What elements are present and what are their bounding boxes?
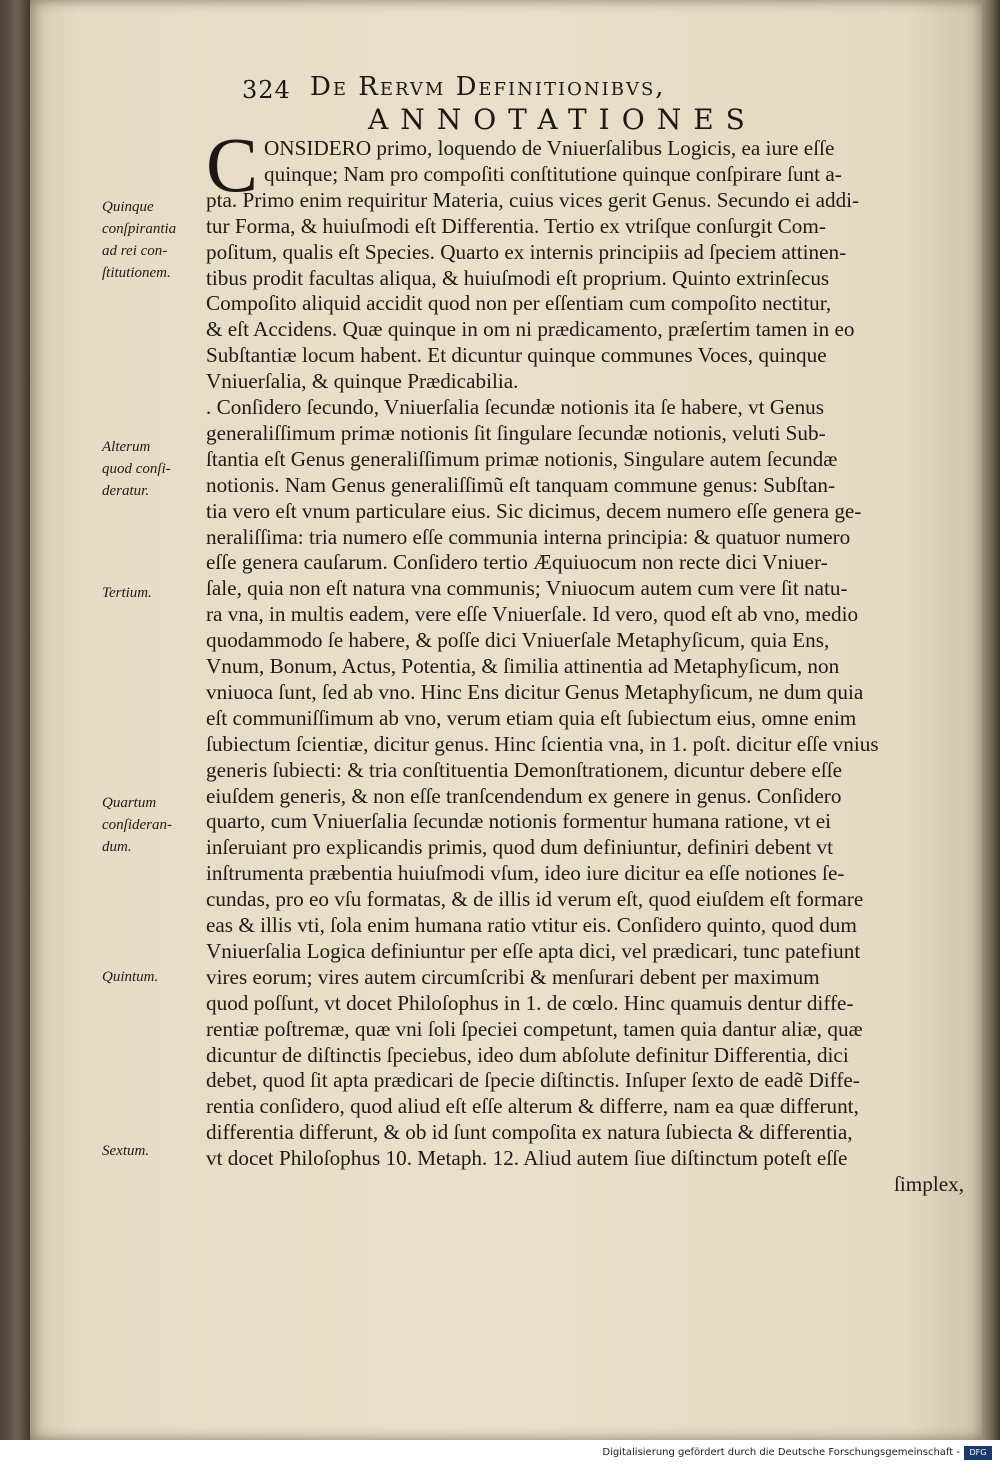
margin-note [102,196,208,284]
text-line: Vniuerſalia Logica definiuntur per eſſe apta dici, vel prædicari, tunc patefiunt [206,938,861,963]
text-line: eiuſdem generis, & non eſſe tranſcendendum ex genere in genus. Conſidero [206,783,842,808]
text-line: poſitum, qualis eſt Species. Quarto ex internis principiis ad ſpeciem attinen- [206,239,847,264]
text-line: differentia differunt, & ob id ſunt compoſita ex natura ſubiecta & differentia, [206,1120,853,1145]
text-line: dicuntur de diſtinctis ſpeciebus, ideo dum abſolute definitur Differentia, dici [206,1042,849,1067]
margin-note-line: Quinque [102,199,154,215]
text-line: ſimplex, [893,1172,964,1196]
text-line: eſt communiſſimum ab vno, verum etiam quia eſt ſubiectum eius, omne enim [206,705,857,730]
text-line: generaliſſimum primæ notionis ſit ſingulare ſecundæ notionis, veluti Sub- [206,420,826,445]
footer-bar [0,1440,1000,1468]
text-line: eas & illis vti, ſola enim humana ratio vtitur eis. Conſidero quinto, quod dum [206,913,857,937]
text-line: Vniuerſalia, & quinque Prædicabilia. [206,369,519,394]
text-line: vniuoca ſunt, ſed ab vno. Hinc Ens dicitur Genus Metaphyſicum, ne dum quia [206,679,864,704]
section-title: ANNOTATIONES [368,103,757,136]
text-line: neraliſſima: tria numero eſſe communia interna principia: & quatuor numero [206,524,851,549]
text-line: Compoſito aliquid accidit quod non per eſſentiam cum compoſito nectitur, [206,291,832,316]
text-line: rentiæ poſtremæ, quæ vni ſoli ſpeciei competunt, tamen quia dantur aliæ, quæ [206,1016,863,1041]
text-line: debet, quod ſit apta prædicari de ſpecie diſtinctis. Inſuper ſexto de eadẽ Diffe- [206,1068,860,1093]
margin-note-line: conſideran- [102,817,172,833]
text-line: quodammodo ſe habere, & poſſe dici Vniuerſale Metaphyſicum, quia Ens, [206,628,830,653]
text-line: eſſe genera cauſarum. Conſidero tertio Æquiuocum non recte dici Vniuer- [206,550,828,575]
text-line: . Conſidero ſecundo, Vniuerſalia ſecundæ notionis ita ſe habere, vt Genus [206,395,825,419]
margin-note-line: Sextum. [102,1143,150,1159]
page-edge [982,0,1000,1440]
text-line: tibus prodit facultas aliqua, & huiuſmodi eſt proprium. Quinto extrinſecus [206,265,830,290]
text-line: vt docet Philoſophus 10. Metaph. 12. Aliud autem ſiue diſtinctum poteſt eſſe [206,1146,848,1171]
margin-note [102,792,208,858]
text-line: vires eorum; vires autem circumſcribi & menſurari debent per maximum [206,964,820,989]
text-line: ſtantia eſt Genus generaliſſimum primæ notionis, Singulare autem ſecundæ [206,446,838,471]
margin-note-line: Quintum. [102,969,159,985]
dfg-logo: DFG [964,1446,992,1460]
text-line: quinque; Nam pro compoſiti conſtitutione quinque conſpirare ſunt a- [264,161,842,186]
margin-note-line: Quartum [102,795,157,811]
footer-text: Digitalisierung gefördert durch die Deutsche Forschungsgemeinschaft - [602,1447,960,1458]
margin-note-line: quod conſi- [102,461,171,477]
text-line: Vnum, Bonum, Actus, Potentia, & ſimilia attinentia ad Metaphyſicum, non [206,654,840,678]
running-title: De Rervm Definitionibvs, [310,72,666,102]
margin-note [102,436,208,502]
margin-note [102,966,208,988]
text-line: tia vero eſt vnum particulare eius. Sic dicimus, decem numero eſſe genera ge- [206,498,862,523]
text-line: ra vna, in multis eadem, vere eſſe Vniuerſale. Id vero, quod eſt ab vno, medio [206,602,859,627]
margin-note [102,582,208,604]
margin-note-line: conſpirantia [102,221,177,237]
text-line: & eſt Accidens. Quæ quinque in om ni prædicamento, præſertim tamen in eo [206,317,855,342]
text-line: rentia conſidero, quod aliud eſt eſſe alterum & differre, nam ea quæ differunt, [206,1094,859,1119]
margin-note-line: deratur. [102,483,150,499]
text-line: tur Forma, & huiuſmodi eſt Differentia. Tertio ex vtriſque conſurgit Com- [206,213,826,238]
drop-cap: C [206,121,259,208]
margin-note-line: ſtitutionem. [102,265,171,281]
text-line: generis ſubiecti: & tria conſtituentia Demonſtrationem, dicuntur debere eſſe [206,757,842,782]
margin-note-line: Tertium. [102,585,152,601]
margin-note-line: Alterum [102,439,151,455]
text-line: Subſtantiæ locum habent. Et dicuntur quinque communes Voces, quinque [206,343,827,368]
text-line: quarto, cum Vniuerſalia ſecundæ notionis formentur humana ratione, vt ei [206,809,832,834]
margin-note-line: ad rei con- [102,243,168,259]
text-line: ſubiectum ſcientiæ, dicitur genus. Hinc ſcientia vna, in 1. poſt. dicitur eſſe vnius [206,731,879,756]
text-line: inſtrumenta præbentia huiuſmodi vſum, ideo iure dicitur ea eſſe notiones ſe- [206,861,845,886]
margin-note-line: dum. [102,839,132,855]
text-line: pta. Primo enim requiritur Materia, cuius vices gerit Genus. Secundo ei addi- [206,187,860,212]
page-number: 324 [242,76,291,104]
margin-note [102,1140,208,1162]
text-line: ONSIDERO primo, loquendo de Vniuerſalibus Logicis, ea iure eſſe [264,136,835,160]
text-line: inſeruiant pro explicandis primis, quod dum definiuntur, definiri debent vt [206,835,833,860]
text-line: notionis. Nam Genus generaliſſimũ eſt tanquam commune genus: Subſtan- [206,472,836,497]
text-line: quod poſſunt, vt docet Philoſophus in 1. de cœlo. Hinc quamuis dentur diffe- [206,990,854,1015]
text-line: ſale, quia non eſt natura vna communis; Vniuocum autem cum vere ſit natu- [206,576,848,601]
text-line: cundas, pro eo vſu formatas, & de illis id verum eſt, quod eiuſdem eſt formare [206,887,864,912]
